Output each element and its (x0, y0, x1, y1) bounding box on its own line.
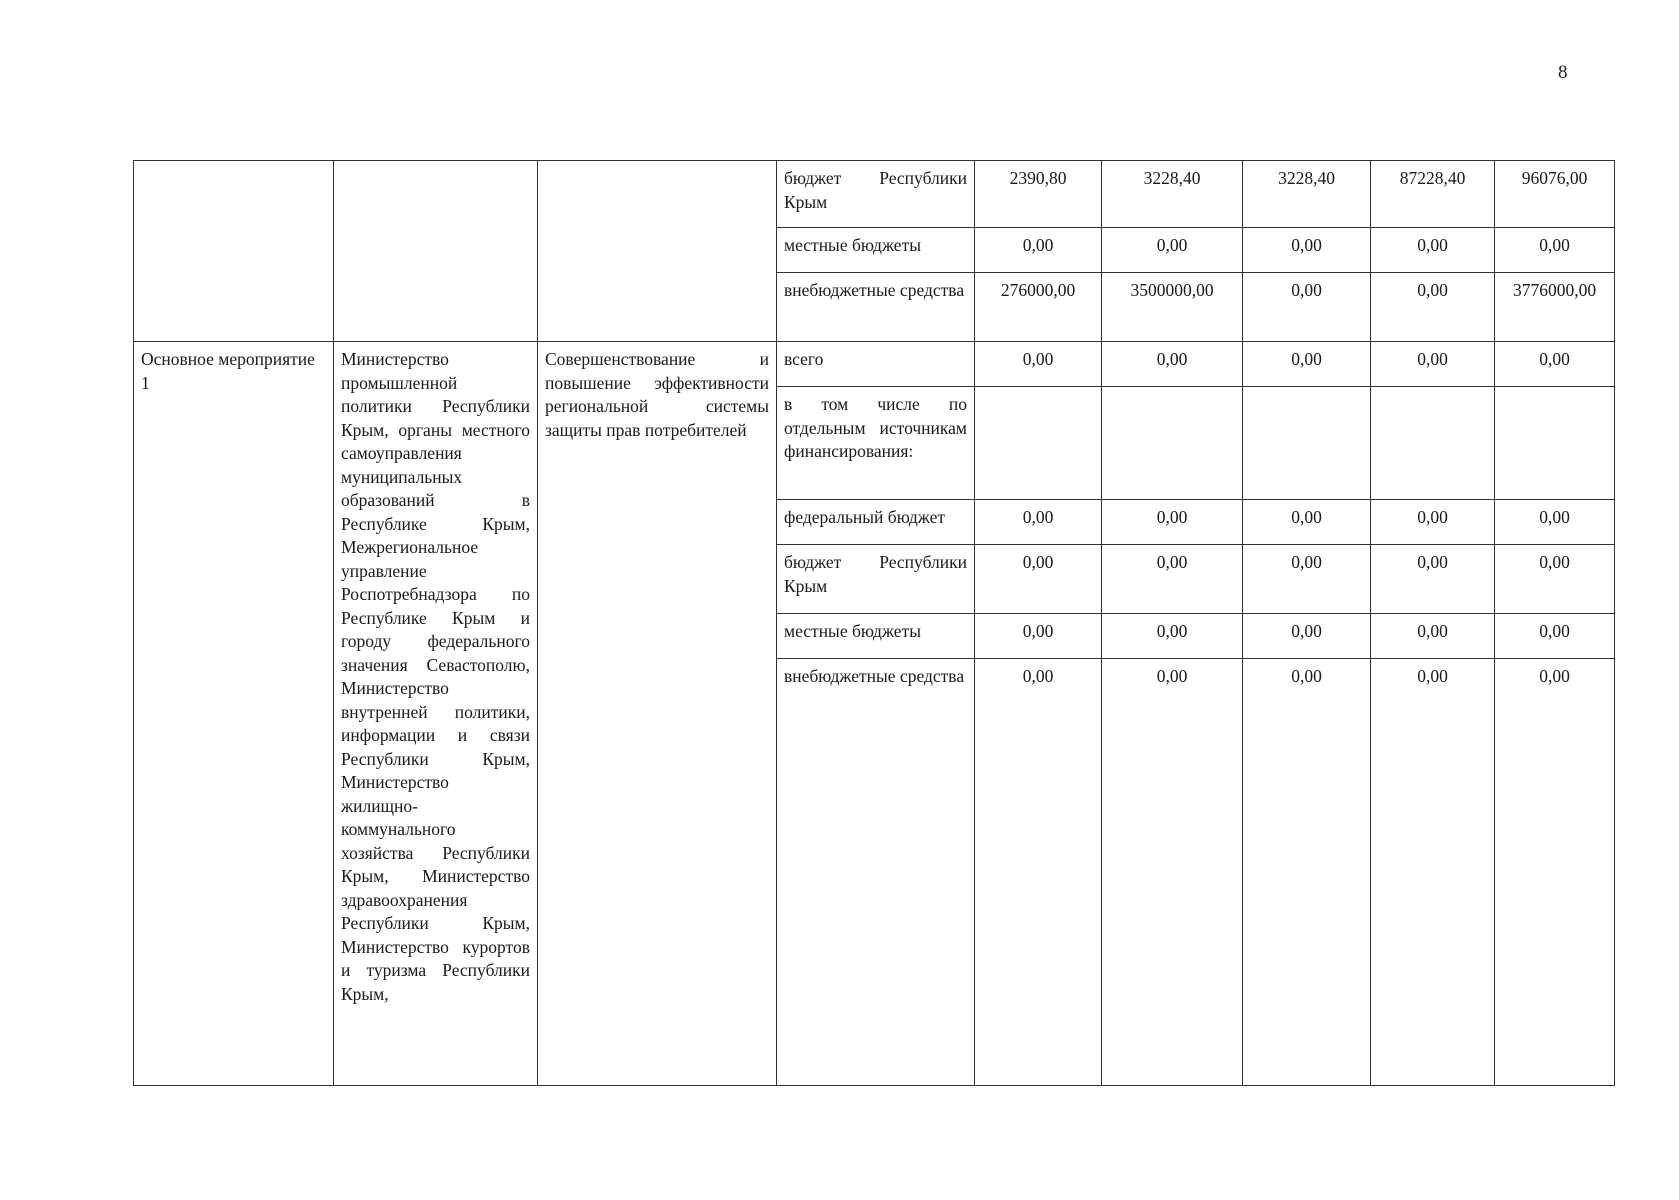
value-cell: 0,00 (1243, 545, 1371, 614)
value-cell (1102, 387, 1243, 500)
value-cell: 3500000,00 (1102, 273, 1243, 342)
funding-source-cell: всего (777, 342, 975, 387)
value-cell: 0,00 (1495, 228, 1615, 273)
value-cell: 0,00 (1243, 342, 1371, 387)
value-cell: 0,00 (1102, 342, 1243, 387)
value-cell: 0,00 (975, 545, 1102, 614)
value-cell (975, 387, 1102, 500)
value-cell: 0,00 (1102, 500, 1243, 545)
continuation-name-cell (134, 161, 334, 342)
value-cell: 87228,40 (1371, 161, 1495, 228)
value-cell: 0,00 (1102, 659, 1243, 1086)
value-cell: 0,00 (1102, 614, 1243, 659)
funding-source-cell: внебюджетные средства (777, 273, 975, 342)
value-cell: 0,00 (1371, 545, 1495, 614)
value-cell: 0,00 (1495, 614, 1615, 659)
value-cell: 0,00 (1243, 614, 1371, 659)
value-cell: 0,00 (1102, 545, 1243, 614)
funding-source-cell: внебюджетные средства (777, 659, 975, 1086)
value-cell: 0,00 (1371, 228, 1495, 273)
funding-source-cell: федеральный бюджет (777, 500, 975, 545)
value-cell: 276000,00 (975, 273, 1102, 342)
funding-source-cell: бюджет Республики Крым (777, 545, 975, 614)
value-cell: 96076,00 (1495, 161, 1615, 228)
continuation-executor-cell (334, 161, 538, 342)
value-cell: 0,00 (1371, 659, 1495, 1086)
value-cell: 0,00 (1495, 659, 1615, 1086)
event-name-cell: Основное мероприятие 1 (134, 342, 334, 1086)
value-cell: 0,00 (1102, 228, 1243, 273)
value-cell: 0,00 (1243, 659, 1371, 1086)
value-cell: 0,00 (1495, 500, 1615, 545)
value-cell: 3776000,00 (1495, 273, 1615, 342)
continuation-goal-cell (538, 161, 777, 342)
value-cell: 0,00 (975, 342, 1102, 387)
value-cell: 0,00 (1371, 273, 1495, 342)
value-cell: 0,00 (1243, 228, 1371, 273)
value-cell (1371, 387, 1495, 500)
event-executor-cell: Министерство промышленной политики Республики Крым, органы местного самоуправления муниципальных образований в Республике Крым, Межрегиональное управление Роспотребнадзора по Республике Крым и городу федерального значения Севастополю, Министерство внутренней политики, информации и связи Республики Крым, Министерство жилищно-коммунального хозяйства Республики Крым, Министерство здравоохранения Республики Крым, Министерство курортов и туризма Республики Крым, (334, 342, 538, 1086)
value-cell: 2390,80 (975, 161, 1102, 228)
value-cell (1243, 387, 1371, 500)
table-row (134, 342, 1615, 387)
value-cell: 0,00 (975, 614, 1102, 659)
funding-source-cell: бюджет Республики Крым (777, 161, 975, 228)
financing-table (133, 160, 1615, 1086)
value-cell: 0,00 (1371, 614, 1495, 659)
value-cell: 0,00 (1495, 342, 1615, 387)
event-goal-cell: Совершенствование и повышение эффективности региональной системы защиты прав потребителей (538, 342, 777, 1086)
funding-source-cell: местные бюджеты (777, 614, 975, 659)
value-cell: 0,00 (1371, 342, 1495, 387)
value-cell: 0,00 (1243, 500, 1371, 545)
page-number: 8 (1558, 62, 1568, 83)
value-cell: 0,00 (1495, 545, 1615, 614)
value-cell: 3228,40 (1243, 161, 1371, 228)
value-cell: 0,00 (1243, 273, 1371, 342)
value-cell: 0,00 (975, 659, 1102, 1086)
value-cell: 0,00 (975, 228, 1102, 273)
funding-source-cell: местные бюджеты (777, 228, 975, 273)
value-cell: 0,00 (975, 500, 1102, 545)
value-cell: 0,00 (1371, 500, 1495, 545)
funding-source-cell: в том числе по отдельным источникам финансирования: (777, 387, 975, 500)
value-cell: 3228,40 (1102, 161, 1243, 228)
value-cell (1495, 387, 1615, 500)
table-row (134, 161, 1615, 228)
